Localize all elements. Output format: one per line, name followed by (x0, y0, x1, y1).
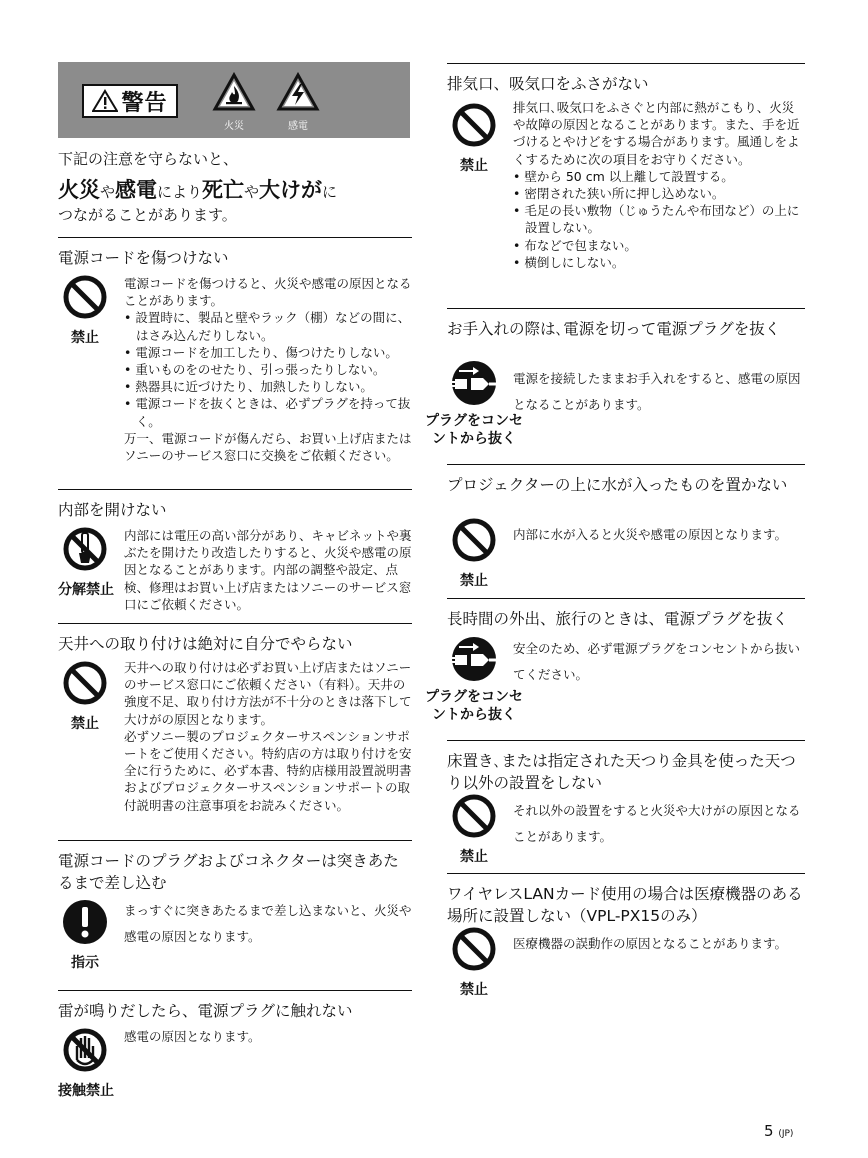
section-body (513, 636, 805, 688)
instruction-icon (58, 898, 112, 950)
symbol-label: 禁止 (460, 849, 488, 865)
instruction-symbol (58, 898, 112, 972)
unplug-icon (421, 636, 527, 686)
no-touch-icon (58, 1026, 112, 1078)
section-text: 安全のため、必ず電源プラグをコンセントから抜いてください。 (513, 641, 801, 682)
section-body (513, 99, 805, 271)
section-body (513, 522, 805, 548)
no-disassembly-icon (58, 525, 112, 577)
warning-label: 警告 (121, 90, 168, 116)
symbol-label: プラグをコンセントから抜く (425, 413, 523, 447)
bullet-item: • 熱器具に近づけたり、加熱したりしない。 (124, 379, 373, 395)
no-disassembly-symbol (58, 525, 112, 599)
bullet-item: • 密閉された狭い所に押し込めない。 (513, 186, 725, 202)
intro-emphasis: 死亡 (202, 178, 245, 202)
prohibited-symbol (447, 792, 501, 866)
bullet-list (124, 309, 412, 429)
intro-emphasis: 火災 (58, 178, 100, 202)
section-title: 排気口、吸気口をふさがない (447, 75, 649, 93)
section-title: 電源コードを傷つけない (58, 249, 229, 267)
intro-text: により (157, 183, 203, 201)
section-body (513, 931, 805, 957)
symbol-label: 禁止 (71, 716, 99, 732)
warning-label-box (82, 84, 178, 118)
warning-triangle-icon (92, 89, 118, 113)
bullet-item: • 布などで包まない。 (513, 237, 637, 253)
bullet-item: • 電源コードを抜くときは、必ずプラグを持って抜く。 (124, 396, 411, 429)
section-text: 医療機器の誤動作の原因となることがあります。 (513, 936, 788, 951)
bullet-item: • 毛足の長い敷物（じゅうたんや布団など）の上に設置しない。 (513, 203, 800, 236)
section-body (124, 527, 412, 613)
section-divider (58, 840, 412, 841)
section-body (124, 898, 412, 950)
section-title: 長時間の外出、旅行のときは、電源プラグを抜く (447, 610, 789, 628)
prohibited-icon (447, 792, 501, 844)
intro-line-3: つながることがあります。 (58, 206, 237, 224)
section-text: それ以外の設置をすると火災や大けがの原因となることがあります。 (513, 803, 801, 844)
section-text: 必ずソニー製のプロジェクターサスペンションサポートをご使用ください。特約店の方は取り付けを安全に行うために、必ず本書、特約店様用設置説明書およびプロジェクターサスペンションサポートの取付説明書の注意事項をお読みください。 (124, 728, 412, 813)
unplug-symbol (421, 636, 527, 724)
symbol-label: 禁止 (71, 330, 99, 346)
bullet-item: • 壁から 50 cm 以上離して設置する。 (513, 168, 734, 184)
section-text: 電源を接続したままお手入れをすると、感電の原因となることがあります。 (513, 371, 801, 412)
symbol-label: プラグをコンセントから抜く (425, 689, 523, 723)
section-divider (447, 598, 805, 599)
no-touch-symbol (58, 1026, 112, 1100)
shock-hazard-label: 感電 (288, 121, 308, 132)
section-text: 電源コードを傷つけると、火災や感電の原因となることがあります。 (124, 276, 412, 309)
symbol-label: 禁止 (460, 158, 488, 174)
symbol-label: 禁止 (460, 982, 488, 998)
symbol-label: 禁止 (460, 573, 488, 589)
section-divider (447, 464, 805, 465)
prohibited-icon (447, 925, 501, 977)
prohibited-symbol (447, 516, 501, 590)
intro-emphasis: 感電 (115, 178, 158, 202)
section-divider (447, 873, 805, 874)
section-text: 内部に水が入ると火災や感電の原因となります。 (513, 527, 788, 542)
page-number (764, 1122, 793, 1140)
section-title: プロジェクターの上に水が入ったものを置かない (447, 476, 788, 494)
section-title: ワイヤレスLANカード使用の場合は医療機器のある場所に設置しない（VPL-PX15のみ） (447, 885, 803, 925)
prohibited-icon (58, 273, 112, 325)
fire-hazard-label: 火災 (224, 121, 244, 132)
prohibited-icon (447, 101, 501, 153)
section-body (124, 1028, 412, 1045)
section-text: まっすぐに突きあたるまで差し込まないと、火災や感電の原因となります。 (124, 903, 412, 944)
section-text: 天井への取り付けは必ずお買い上げ店またはソニーのサービス窓口にご依頼ください（有料）。天井の強度不足、取り付け方法が不十分のときは落下して大けがの原因となります。 (124, 660, 412, 727)
unplug-icon (421, 360, 527, 410)
fire-hazard (210, 72, 258, 132)
prohibited-symbol (447, 925, 501, 999)
intro-text: や (100, 183, 116, 201)
section-body (513, 366, 805, 418)
page-number-suffix: (JP) (778, 1129, 794, 1139)
prohibited-icon (447, 516, 501, 568)
section-body (124, 659, 412, 814)
section-text: 感電の原因となります。 (124, 1029, 261, 1044)
section-title: 床置き､または指定された天つり金具を使った天つり以外の設置をしない (447, 752, 796, 792)
section-divider (447, 63, 805, 64)
page-number-value: 5 (764, 1122, 774, 1140)
intro-emphasis: 大けが (259, 178, 323, 202)
section-title: お手入れの際は､電源を切って電源プラグを抜く (447, 320, 781, 338)
unplug-symbol (421, 360, 527, 448)
section-divider (58, 489, 412, 490)
section-text: 内部には電圧の高い部分があり、キャビネットや裏ぶたを開けたり改造したりすると、火災や感電の原因となることがあります。内部の調整や設定、点検、修理はお買い上げ店またはソニーのサービス窓口にご依頼ください。 (124, 528, 412, 612)
section-divider (447, 740, 805, 741)
intro-text: に (322, 183, 338, 201)
section-title: 電源コードのプラグおよびコネクターは突きあたるまで差し込む (58, 852, 399, 892)
bullet-item: • 設置時に、製品と壁やラック（棚）などの間に、はさみ込んだりしない。 (124, 310, 411, 343)
symbol-label: 指示 (71, 955, 99, 971)
bullet-list (513, 168, 805, 271)
prohibited-symbol (58, 273, 112, 347)
bullet-item: • 重いものをのせたり、引っ張ったりしない。 (124, 362, 386, 378)
intro-line-1: 下記の注意を守らないと、 (58, 150, 239, 168)
section-divider (58, 990, 412, 991)
symbol-label: 分解禁止 (58, 582, 114, 598)
section-title: 天井への取り付けは絶対に自分でやらない (58, 635, 353, 653)
prohibited-symbol (58, 659, 112, 733)
bullet-item: • 横倒しにしない。 (513, 254, 625, 270)
section-divider (58, 237, 412, 238)
section-divider (58, 623, 412, 624)
warning-banner (58, 62, 410, 138)
prohibited-symbol (447, 101, 501, 175)
section-title: 雷が鳴りだしたら、電源プラグに触れない (58, 1002, 353, 1020)
section-divider (447, 308, 805, 309)
electric-shock-icon (276, 72, 320, 112)
section-body (513, 798, 805, 850)
prohibited-icon (58, 659, 112, 711)
fire-hazard-icon (212, 72, 256, 112)
section-title: 内部を開けない (58, 501, 167, 519)
section-body (124, 275, 412, 464)
bullet-item: • 電源コードを加工したり、傷つけたりしない。 (124, 344, 398, 360)
section-text: 万一、電源コードが傷んだら、お買い上げ店またはソニーのサービス窓口に交換をご依頼ください。 (124, 430, 412, 464)
intro-text: や (244, 183, 260, 201)
section-text: 排気口､吸気口をふさぐと内部に熱がこもり、火災や故障の原因となることがあります。また、手を近づけるとやけどをする場合があります。風通しをよくするために次の項目をお守りください。 (513, 100, 800, 167)
symbol-label: 接触禁止 (58, 1083, 114, 1099)
intro-line-2 (58, 174, 337, 204)
shock-hazard (274, 72, 322, 132)
